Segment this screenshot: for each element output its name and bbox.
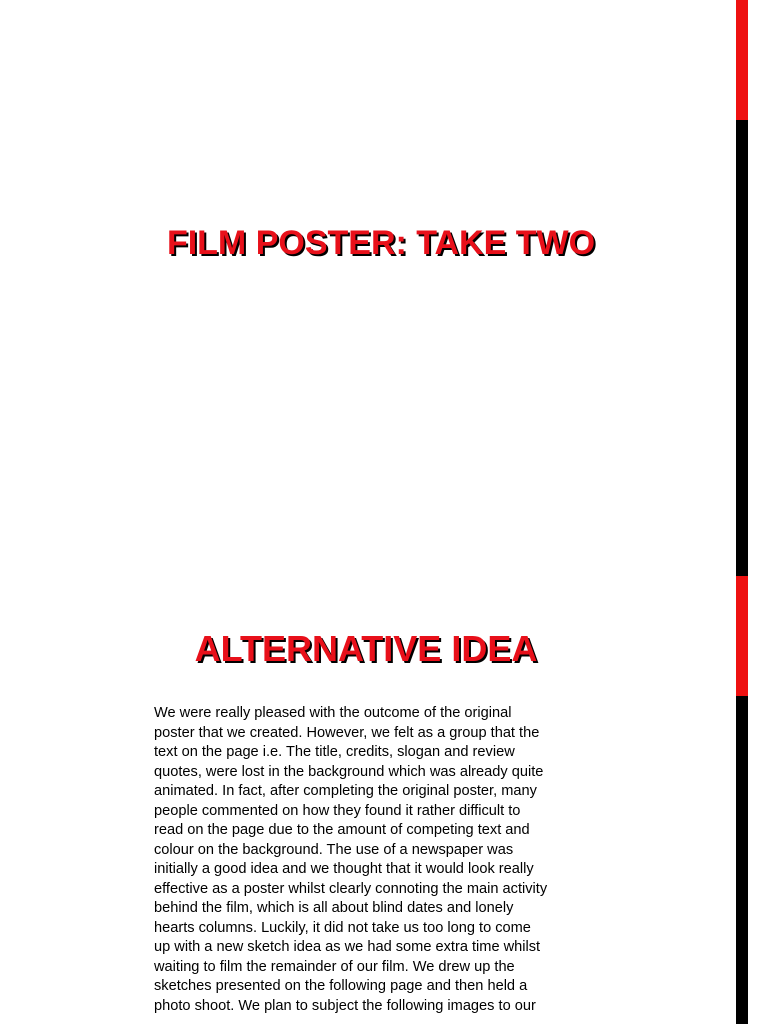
edge-bar-black-upper bbox=[736, 120, 748, 576]
film-poster-heading: FILM POSTER: TAKE TWO bbox=[166, 224, 596, 262]
alternative-idea-heading: ALTERNATIVE IDEA bbox=[194, 628, 538, 669]
edge-bar-black-lower bbox=[736, 696, 748, 1024]
edge-bar-red-top bbox=[736, 0, 748, 120]
body-paragraph: We were really pleased with the outcome of the original poster that we created. However, we felt as a group that the text on the page i.e. The title, credits, slogan and review quotes, were lost in the background which was already quite animated. In fact, after completing the original poster, many people commented on how they found it rather difficult to read on the page due to the amount of competing text and colour on the background. The use of a newspaper was initially a good idea and we thought that it would look really effective as a poster whilst clearly connoting the main activity behind the film, which is all about blind dates and lonely hearts columns. Luckily, it did not take us too long to come up with a new sketch idea as we had some extra time whilst waiting to film the remainder of our film. We drew up the sketches presented on the following page and then held a photo shoot. We plan to subject the following images to our bbox=[154, 705, 548, 1014]
edge-bar-red-middle bbox=[736, 576, 748, 696]
